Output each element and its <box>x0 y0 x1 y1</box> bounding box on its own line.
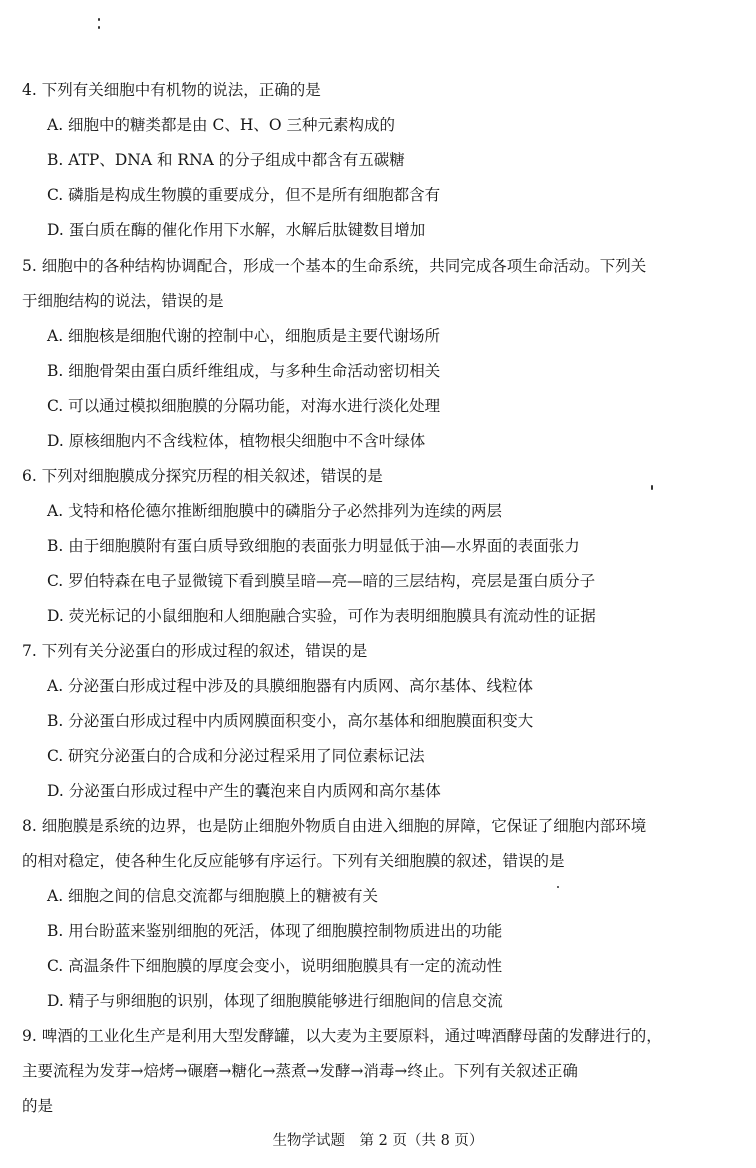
question-6-option-a: A. 戈特和格伦德尔推断细胞膜中的磷脂分子必然排列为连续的两层 <box>47 502 503 520</box>
scan-speck <box>98 26 100 29</box>
question-4-stem: 4. 下列有关细胞中有机物的说法，正确的是 <box>22 81 321 99</box>
question-5-option-a: A. 细胞核是细胞代谢的控制中心，细胞质是主要代谢场所 <box>47 327 441 345</box>
question-5-option-c: C. 可以通过模拟细胞膜的分隔功能，对海水进行淡化处理 <box>47 397 441 415</box>
question-9-stem-line-3: 的是 <box>22 1097 54 1115</box>
question-8-stem-line-2: 的相对稳定，使各种生化反应能够有序运行。下列有关细胞膜的叙述，错误的是 <box>22 852 565 870</box>
question-4-option-c: C. 磷脂是构成生物膜的重要成分，但不是所有细胞都含有 <box>47 186 441 204</box>
question-8-stem-line-1: 8. 细胞膜是系统的边界，也是防止细胞外物质自由进入细胞的屏障，它保证了细胞内部环境 <box>22 817 647 835</box>
question-9-stem-line-1: 9. 啤酒的工业化生产是利用大型发酵罐，以大麦为主要原料，通过啤酒酵母菌的发酵进行的， <box>22 1027 662 1045</box>
question-9-stem-line-2: 主要流程为发芽→焙烤→碾磨→糖化→蒸煮→发酵→消毒→终止。下列有关叙述正确 <box>22 1062 578 1080</box>
question-6-option-d: D. 荧光标记的小鼠细胞和人细胞融合实验，可作为表明细胞膜具有流动性的证据 <box>47 607 596 625</box>
question-6-option-b: B. 由于细胞膜附有蛋白质导致细胞的表面张力明显低于油—水界面的表面张力 <box>47 537 580 555</box>
page-footer: 生物学试题 第 2 页（共 8 页） <box>272 1133 484 1149</box>
question-7-option-c: C. 研究分泌蛋白的合成和分泌过程采用了同位素标记法 <box>47 747 425 765</box>
scan-speck <box>98 18 100 21</box>
scan-speck <box>651 485 653 490</box>
question-5-stem-line-2: 于细胞结构的说法，错误的是 <box>22 292 224 310</box>
question-4-option-d: D. 蛋白质在酶的催化作用下水解，水解后肽键数目增加 <box>47 221 426 239</box>
question-4-option-b: B. ATP、DNA 和 RNA 的分子组成中都含有五碳糖 <box>47 151 405 169</box>
question-4-option-a: A. 细胞中的糖类都是由 C、H、O 三种元素构成的 <box>47 116 395 134</box>
question-8-option-a: A. 细胞之间的信息交流都与细胞膜上的糖被有关 <box>47 887 379 905</box>
question-8-option-b: B. 用台盼蓝来鉴别细胞的死活，体现了细胞膜控制物质进出的功能 <box>47 922 503 940</box>
question-7-option-b: B. 分泌蛋白形成过程中内质网膜面积变小，高尔基体和细胞膜面积变大 <box>47 712 534 730</box>
question-8-option-c: C. 高温条件下细胞膜的厚度会变小，说明细胞膜具有一定的流动性 <box>47 957 503 975</box>
question-8-option-d: D. 精子与卵细胞的识别，体现了细胞膜能够进行细胞间的信息交流 <box>47 992 503 1010</box>
question-7-option-d: D. 分泌蛋白形成过程中产生的囊泡来自内质网和高尔基体 <box>47 782 441 800</box>
question-5-option-b: B. 细胞骨架由蛋白质纤维组成，与多种生命活动密切相关 <box>47 362 441 380</box>
question-5-stem-line-1: 5. 细胞中的各种结构协调配合，形成一个基本的生命系统，共同完成各项生命活动。下列关 <box>22 257 647 275</box>
question-6-stem: 6. 下列对细胞膜成分探究历程的相关叙述，错误的是 <box>22 467 383 485</box>
question-7-stem: 7. 下列有关分泌蛋白的形成过程的叙述，错误的是 <box>22 642 368 660</box>
question-5-option-d: D. 原核细胞内不含线粒体，植物根尖细胞中不含叶绿体 <box>47 432 426 450</box>
question-7-option-a: A. 分泌蛋白形成过程中涉及的具膜细胞器有内质网、高尔基体、线粒体 <box>47 677 534 695</box>
question-6-option-c: C. 罗伯特森在电子显微镜下看到膜呈暗—亮—暗的三层结构，亮层是蛋白质分子 <box>47 572 596 590</box>
scan-speck <box>557 886 559 888</box>
